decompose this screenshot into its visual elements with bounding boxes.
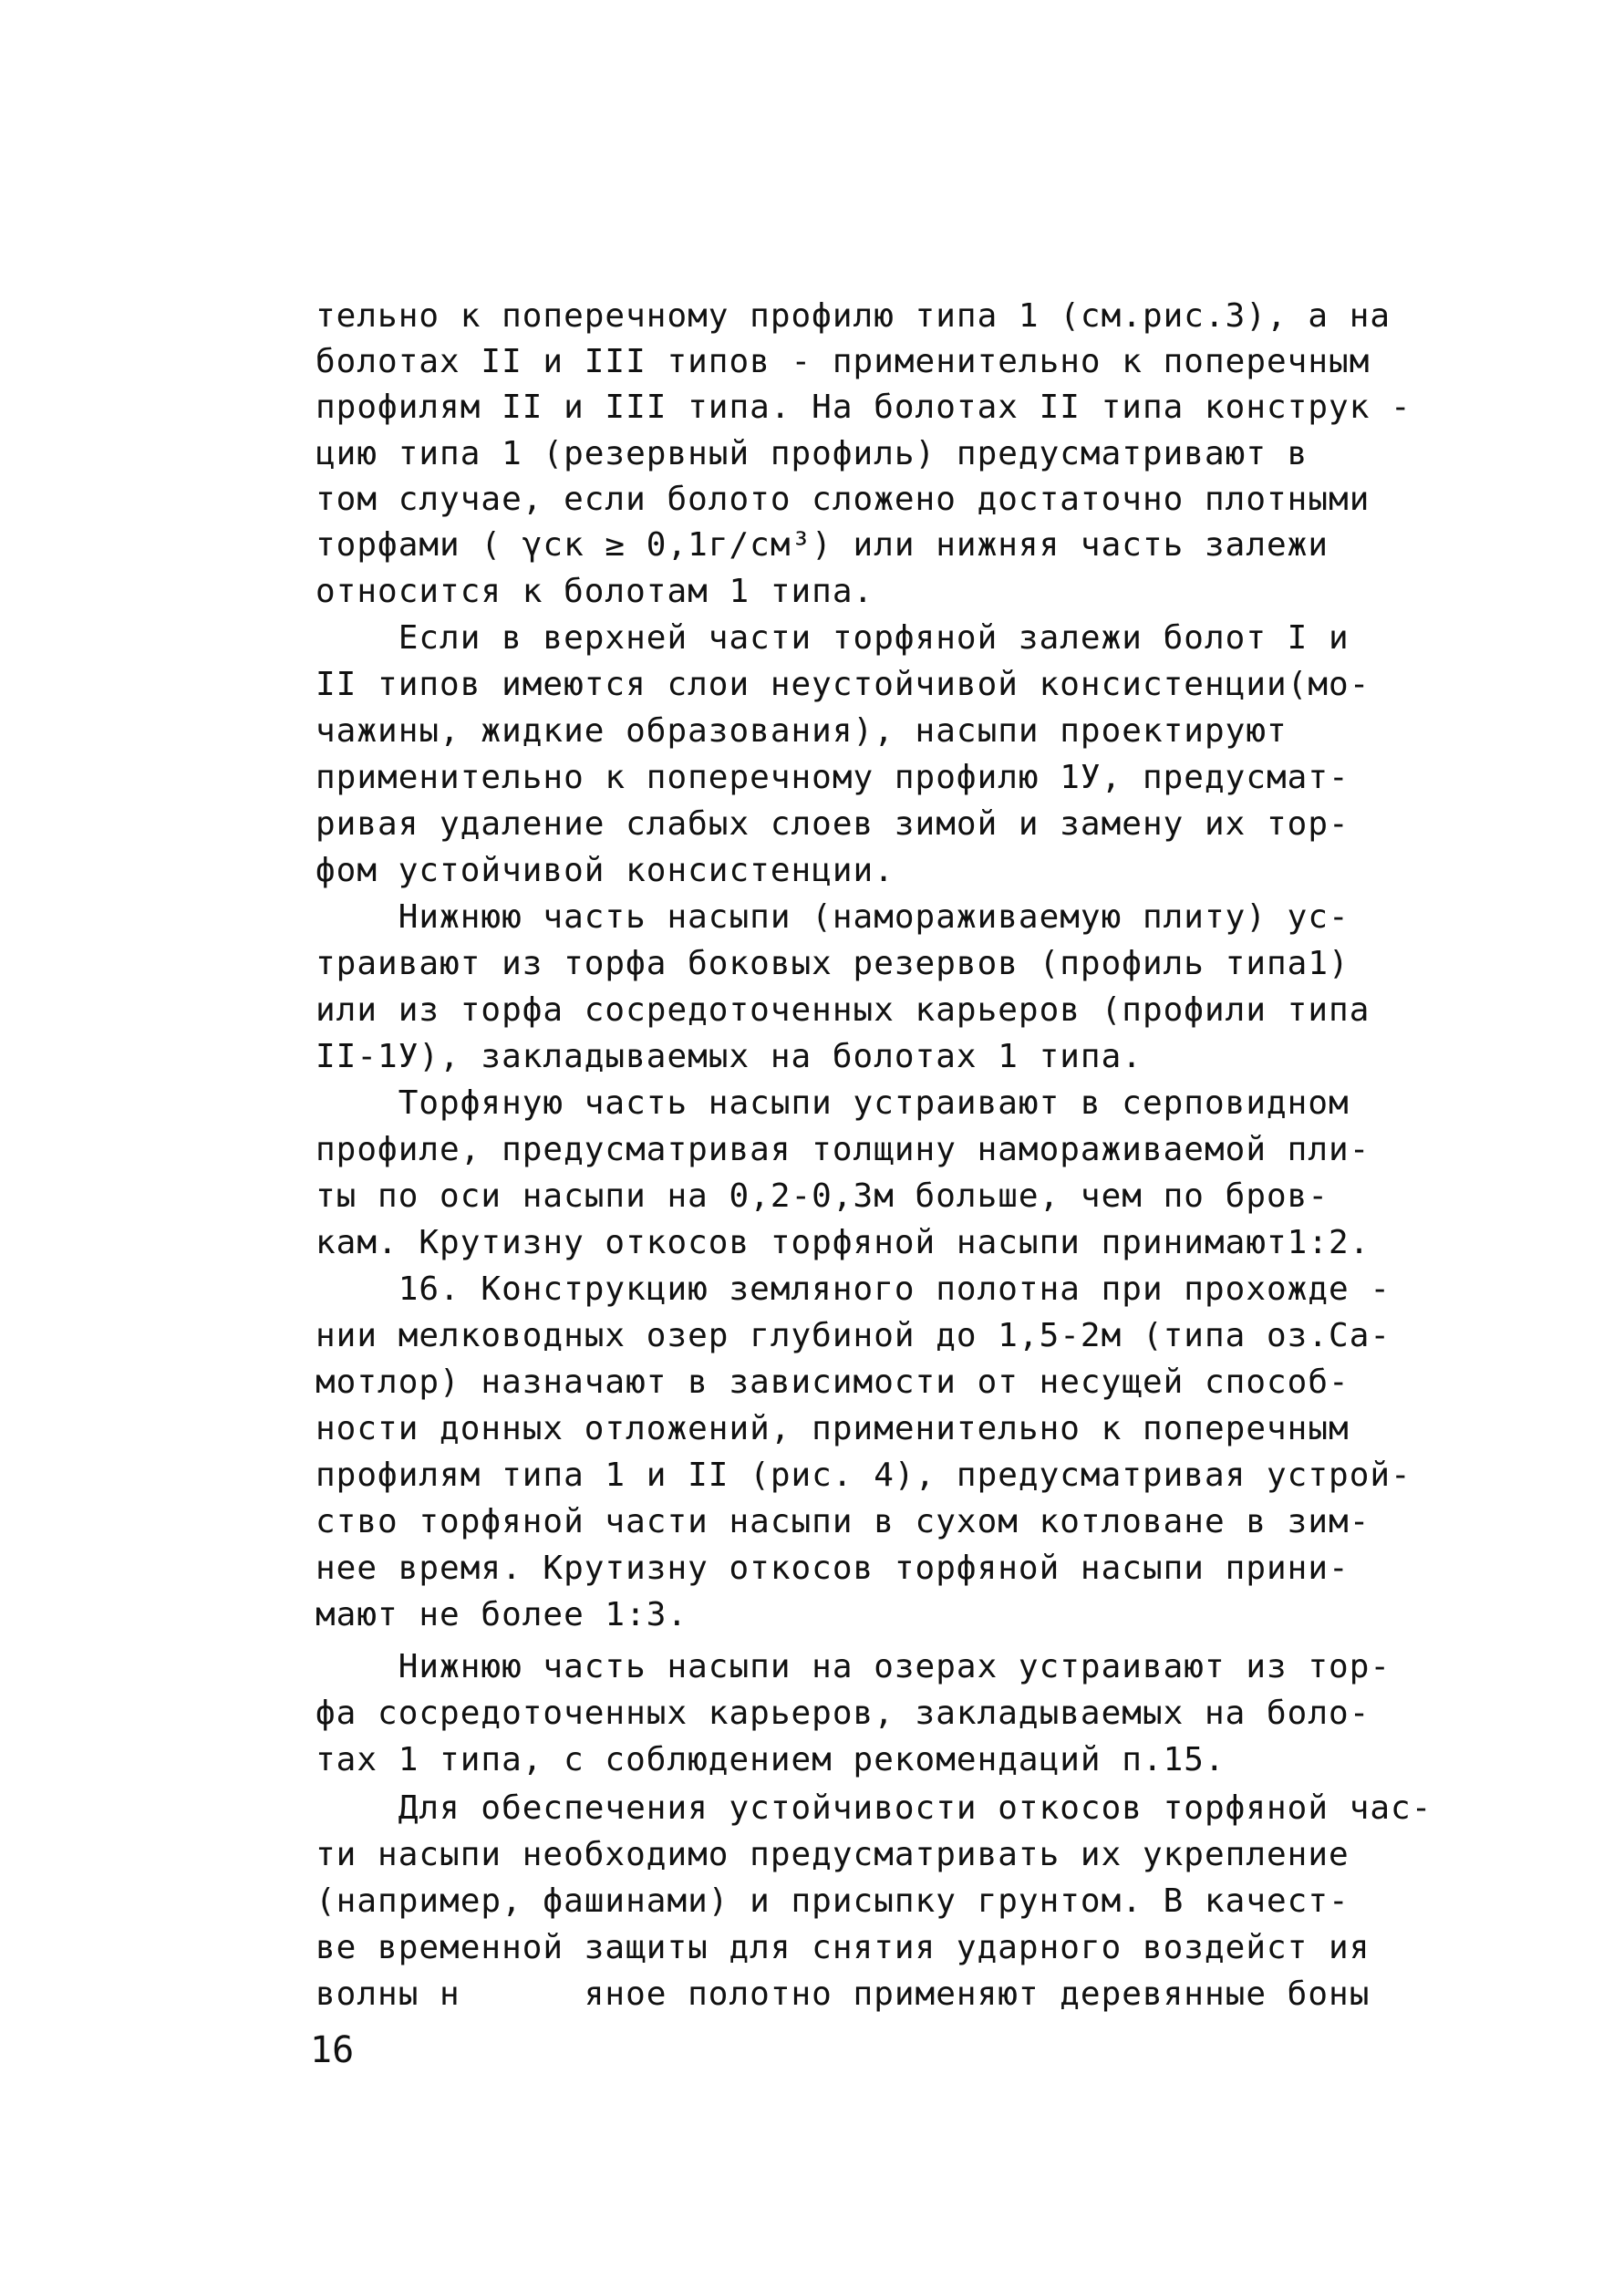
text-line: ности донных отложений, применительно к поперечным [315,1410,1350,1447]
text-line: (например, фашинами) и присыпку грунтом. В качест- [315,1882,1350,1920]
text-line: применительно к поперечному профилю 1У, предусмат- [315,759,1350,796]
text-line: болотах II и III типов - применительно к поперечным [315,343,1371,380]
text-line: Нижнюю часть насыпи (намораживаемую плиту) ус- [315,898,1350,936]
text-line: волны н яное полотно применяют деревянные боны [315,1975,1371,2013]
text-line: торфами ( γск ≥ 0,1г/см³) или нижняя часть залежи [315,526,1329,564]
text-line: фом устойчивой консистенции. [315,852,895,889]
text-line: Если в верхней части торфяной залежи болот I и [315,619,1350,657]
text-line: чажины, жидкие образования), насыпи проектируют [315,712,1288,750]
text-line: кам. Крутизну откосов торфяной насыпи принимают1:2. [315,1224,1371,1261]
text-line: Торфяную часть насыпи устраивают в серповидном [315,1084,1350,1122]
text-line: тельно к поперечному профилю типа 1 (см.рис.3), а на [315,297,1391,335]
text-line: ты по оси насыпи на 0,2-0,3м больше, чем по бров- [315,1177,1329,1215]
text-line: или из торфа сосредоточенных карьеров (профили типа [315,991,1371,1029]
text-line: тах 1 типа, с соблюдением рекомендаций п.15. [315,1741,1226,1778]
text-line: том случае, если болото сложено достаточно плотными [315,481,1371,518]
text-line: профиле, предусматривая толщину намораживаемой пли- [315,1131,1371,1168]
text-line: мотлор) назначают в зависимости от несущей способ- [315,1363,1350,1401]
text-line: ство торфяной части насыпи в сухом котловане в зим- [315,1503,1371,1540]
text-line: относится к болотам 1 типа. [315,573,874,610]
text-line: II-1У), закладываемых на болотах 1 типа. [315,1038,1143,1075]
text-line: ривая удаление слабых слоев зимой и замену их тор- [315,805,1350,843]
text-line: нее время. Крутизну откосов торфяной насыпи прини- [315,1550,1350,1587]
text-line: фа сосредоточенных карьеров, закладываемых на боло- [315,1695,1371,1732]
text-line: ве временной защиты для снятия ударного воздейст ия [315,1929,1371,1966]
text-line: профилям типа 1 и II (рис. 4), предусматривая устрой- [315,1457,1412,1494]
text-line: II типов имеются слои неустойчивой консистенции(мо- [315,666,1371,703]
text-line: Для обеспечения устойчивости откосов торфяной час- [315,1789,1433,1827]
page-number: 16 [310,2029,355,2071]
text-line: 16. Конструкцию земляного полотна при прохожде - [315,1270,1391,1308]
text-line: ти насыпи необходимо предусматривать их укрепление [315,1836,1350,1873]
text-line: Нижнюю часть насыпи на озерах устраивают из тор- [315,1648,1391,1685]
text-line: цию типа 1 (резервный профиль) предусматривают в [315,435,1309,472]
text-line: траивают из торфа боковых резервов (профиль типа1) [315,945,1350,982]
text-line: мают не более 1:3. [315,1596,688,1633]
text-line: профилям II и III типа. На болотах II типа конструк - [315,389,1412,426]
text-line: нии мелководных озер глубиной до 1,5-2м (типа оз.Са- [315,1317,1391,1354]
